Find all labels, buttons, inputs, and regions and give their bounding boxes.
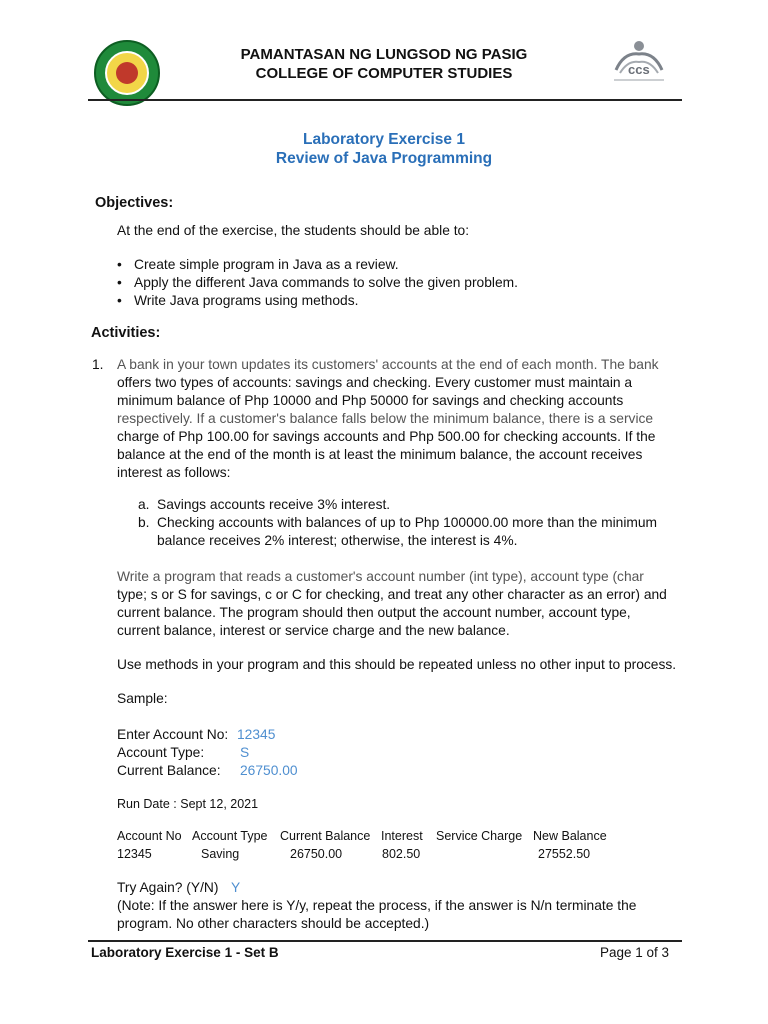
table-cell: 12345	[117, 847, 152, 861]
table-cell: 27552.50	[538, 847, 591, 861]
list-item: • Apply the different Java commands to solve the given problem.	[114, 274, 674, 292]
current-balance-value: 26750.00	[240, 763, 298, 778]
list-item-continuation: balance receives 2% interest; otherwise, the interest is 4%.	[157, 533, 518, 548]
table-header: Service Charge	[436, 829, 523, 843]
ccs-logo-icon	[606, 40, 672, 86]
footer-rule	[88, 940, 682, 942]
footer-left: Laboratory Exercise 1 - Set B	[91, 945, 279, 960]
list-item: a. Savings accounts receive 3% interest.	[138, 497, 391, 512]
try-again-value: Y	[231, 880, 241, 895]
list-item: • Create simple program in Java as a review.	[114, 256, 674, 274]
current-balance-label: Current Balance:	[117, 763, 221, 778]
account-no-label: Enter Account No:	[117, 727, 229, 742]
objectives-list	[114, 256, 674, 310]
list-item: b. Checking accounts with balances of up to Php 100000.00 more than the minimum	[138, 515, 658, 530]
note-text: (Note: If the answer here is Y/y, repeat the process, if the answer is N/n terminate the program. No other characters should be accepted.)	[117, 898, 637, 931]
table-cell: 26750.00	[290, 847, 343, 861]
table-header: Interest	[381, 829, 423, 843]
college-name: COLLEGE OF COMPUTER STUDIES	[255, 65, 513, 82]
lab-subtitle: Review of Java Programming	[275, 150, 493, 167]
run-date: Run Date : Sept 12, 2021	[117, 797, 259, 811]
try-again-label: Try Again? (Y/N)	[117, 880, 219, 895]
page-number: Page 1 of 3	[600, 945, 670, 960]
account-type-value: S	[240, 745, 250, 760]
university-name: PAMANTASAN NG LUNGSOD NG PASIG	[240, 46, 528, 63]
activity-number: 1.	[92, 357, 104, 372]
objectives-intro: At the end of the exercise, the students should be able to:	[117, 223, 470, 238]
table-cell: 802.50	[382, 847, 421, 861]
list-item: • Write Java programs using methods.	[114, 292, 674, 310]
program-requirements: Write a program that reads a customer's account number (int type), account type (char type; s or S for savings, c or C for checking, and treat any other character as an error) and current balance. The program should then output the account number, account type, current balance, interest or service charge and the new balance.	[117, 569, 667, 638]
table-cell: Saving	[201, 847, 240, 861]
methods-instruction: Use methods in your program and this should be repeated unless no other input to process.	[117, 657, 677, 672]
table-header: Account No	[117, 829, 182, 843]
lab-title: Laboratory Exercise 1	[303, 131, 465, 148]
table-header: New Balance	[533, 829, 607, 843]
svg-text:ccs: ccs	[628, 62, 650, 77]
account-type-label: Account Type:	[117, 745, 205, 760]
activities-heading: Activities:	[91, 325, 161, 341]
table-header: Account Type	[192, 829, 268, 843]
table-header: Current Balance	[280, 829, 371, 843]
sample-label: Sample:	[117, 691, 168, 706]
activity-paragraph: A bank in your town updates its customers' accounts at the end of each month. The bank offers two types of accounts: savings and checking. Every customer must maintain a minimum balance of Php 10000 and Php 50000 for savings and checking accounts respectively. If a customer's balance falls below the minimum balance, there is a service charge of Php 100.00 for savings accounts and Php 500.00 for checking accounts. If the balance at the end of the month is at least the minimum balance, the account receives interest as follows:	[117, 357, 659, 480]
interest-rules	[138, 496, 657, 550]
output-table	[0, 829, 768, 865]
objectives-heading: Objectives:	[95, 195, 174, 211]
header-rule	[88, 99, 682, 101]
account-no-value: 12345	[237, 727, 276, 742]
